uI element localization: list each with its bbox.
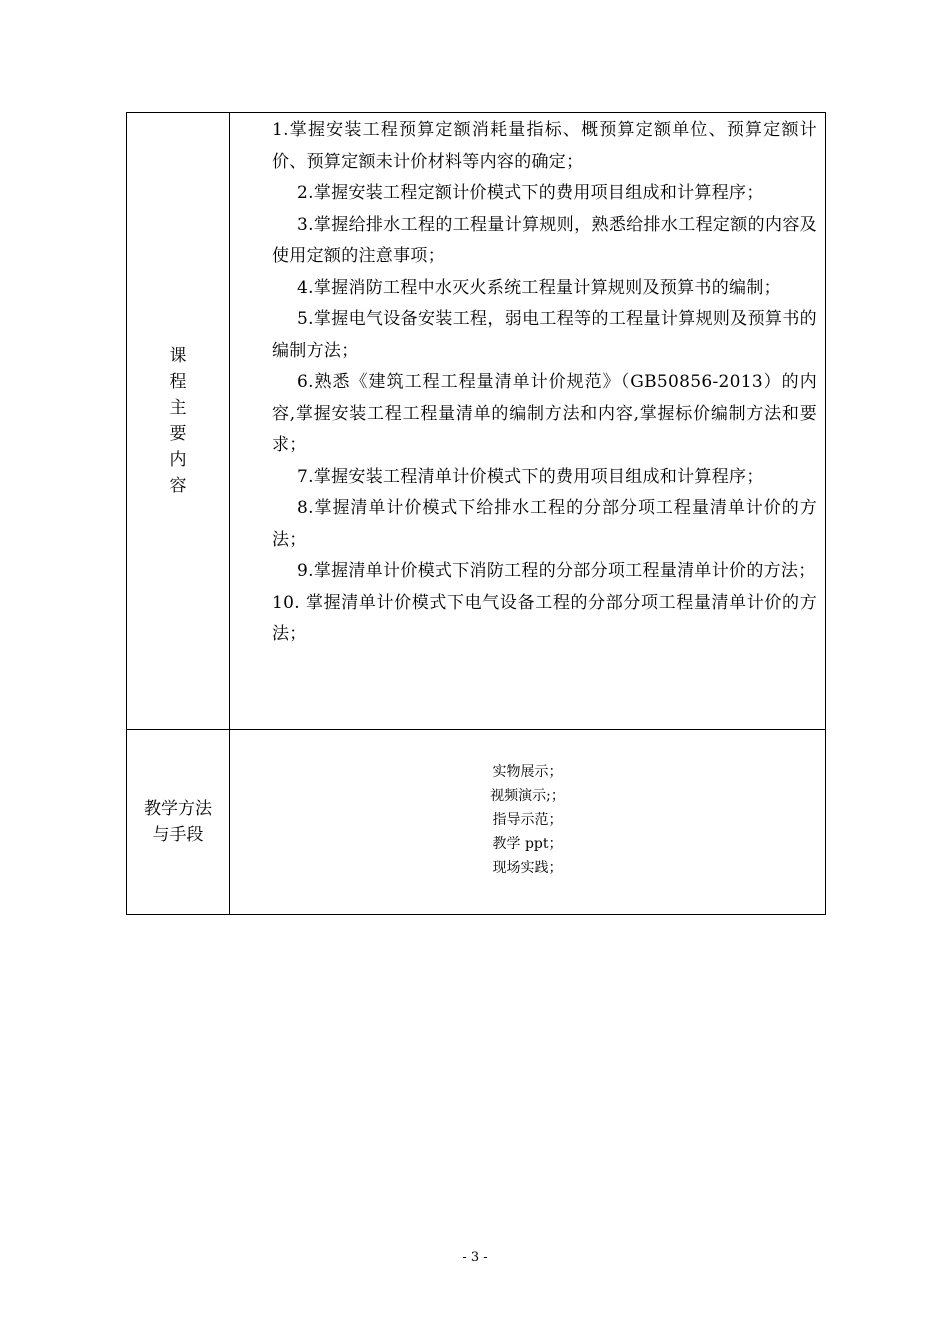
content-label: [127, 343, 229, 499]
method-list: [230, 752, 825, 892]
method-item: 教学 ppt；: [492, 836, 563, 852]
method-label-line: 与手段: [152, 825, 204, 845]
page-number: - 3 -: [462, 1250, 488, 1265]
method-label-line: 教学方法: [144, 799, 212, 819]
content-label-cell: [127, 113, 230, 730]
label-char: 课: [169, 346, 187, 366]
content-item: 2.掌握安装工程定额计价模式下的费用项目组成和计算程序；: [297, 183, 764, 203]
content-item: 7.掌握安装工程清单计价模式下的费用项目组成和计算程序；: [297, 466, 764, 487]
method-label: [127, 796, 229, 848]
method-item: 视频演示;；: [490, 788, 565, 804]
content-body-cell: [230, 113, 826, 730]
content-item: 5.掌握电气设备安装工程，弱电工程等的工程量计算规则及预算书的编制方法；: [272, 309, 817, 361]
content-item: 3.掌握给排水工程的工程量计算规则，熟悉给排水工程定额的内容及使用定额的注意事项；: [272, 214, 817, 266]
content-list: [230, 113, 825, 651]
content-item: 9.掌握清单计价模式下消防工程的分部分项工程量清单计价的方法；: [297, 561, 816, 581]
label-char: 要: [169, 424, 187, 444]
label-char: 程: [169, 372, 187, 392]
course-info-table: [126, 112, 826, 915]
content-row: [127, 113, 826, 730]
method-item: 现场实践；: [492, 860, 563, 876]
label-char: 内: [169, 450, 187, 470]
content-item: 10. 掌握清单计价模式下电气设备工程的分部分项工程量清单计价的方法；: [272, 592, 817, 644]
label-char: 主: [169, 398, 187, 418]
method-label-cell: [127, 730, 230, 915]
content-item: 1.掌握安装工程预算定额消耗量指标、概预算定额单位、预算定额计价、预算定额未计价材料等内容的确定；: [272, 120, 817, 172]
method-row: [127, 730, 826, 915]
content-item: 4.掌握消防工程中水灭火系统工程量计算规则及预算书的编制；: [297, 277, 781, 298]
method-item: 指导示范；: [492, 812, 563, 828]
content-item: 8.掌握清单计价模式下给排水工程的分部分项工程量清单计价的方法；: [272, 498, 817, 550]
label-char: 容: [169, 476, 187, 496]
method-item: 实物展示；: [492, 764, 563, 780]
content-item: 6.熟悉《建筑工程工程量清单计价规范》（GB50856-2013）的内容,掌握安装工程工程量清单的编制方法和内容,掌握标价编制方法和要求；: [272, 372, 817, 455]
method-body-cell: [230, 730, 826, 915]
